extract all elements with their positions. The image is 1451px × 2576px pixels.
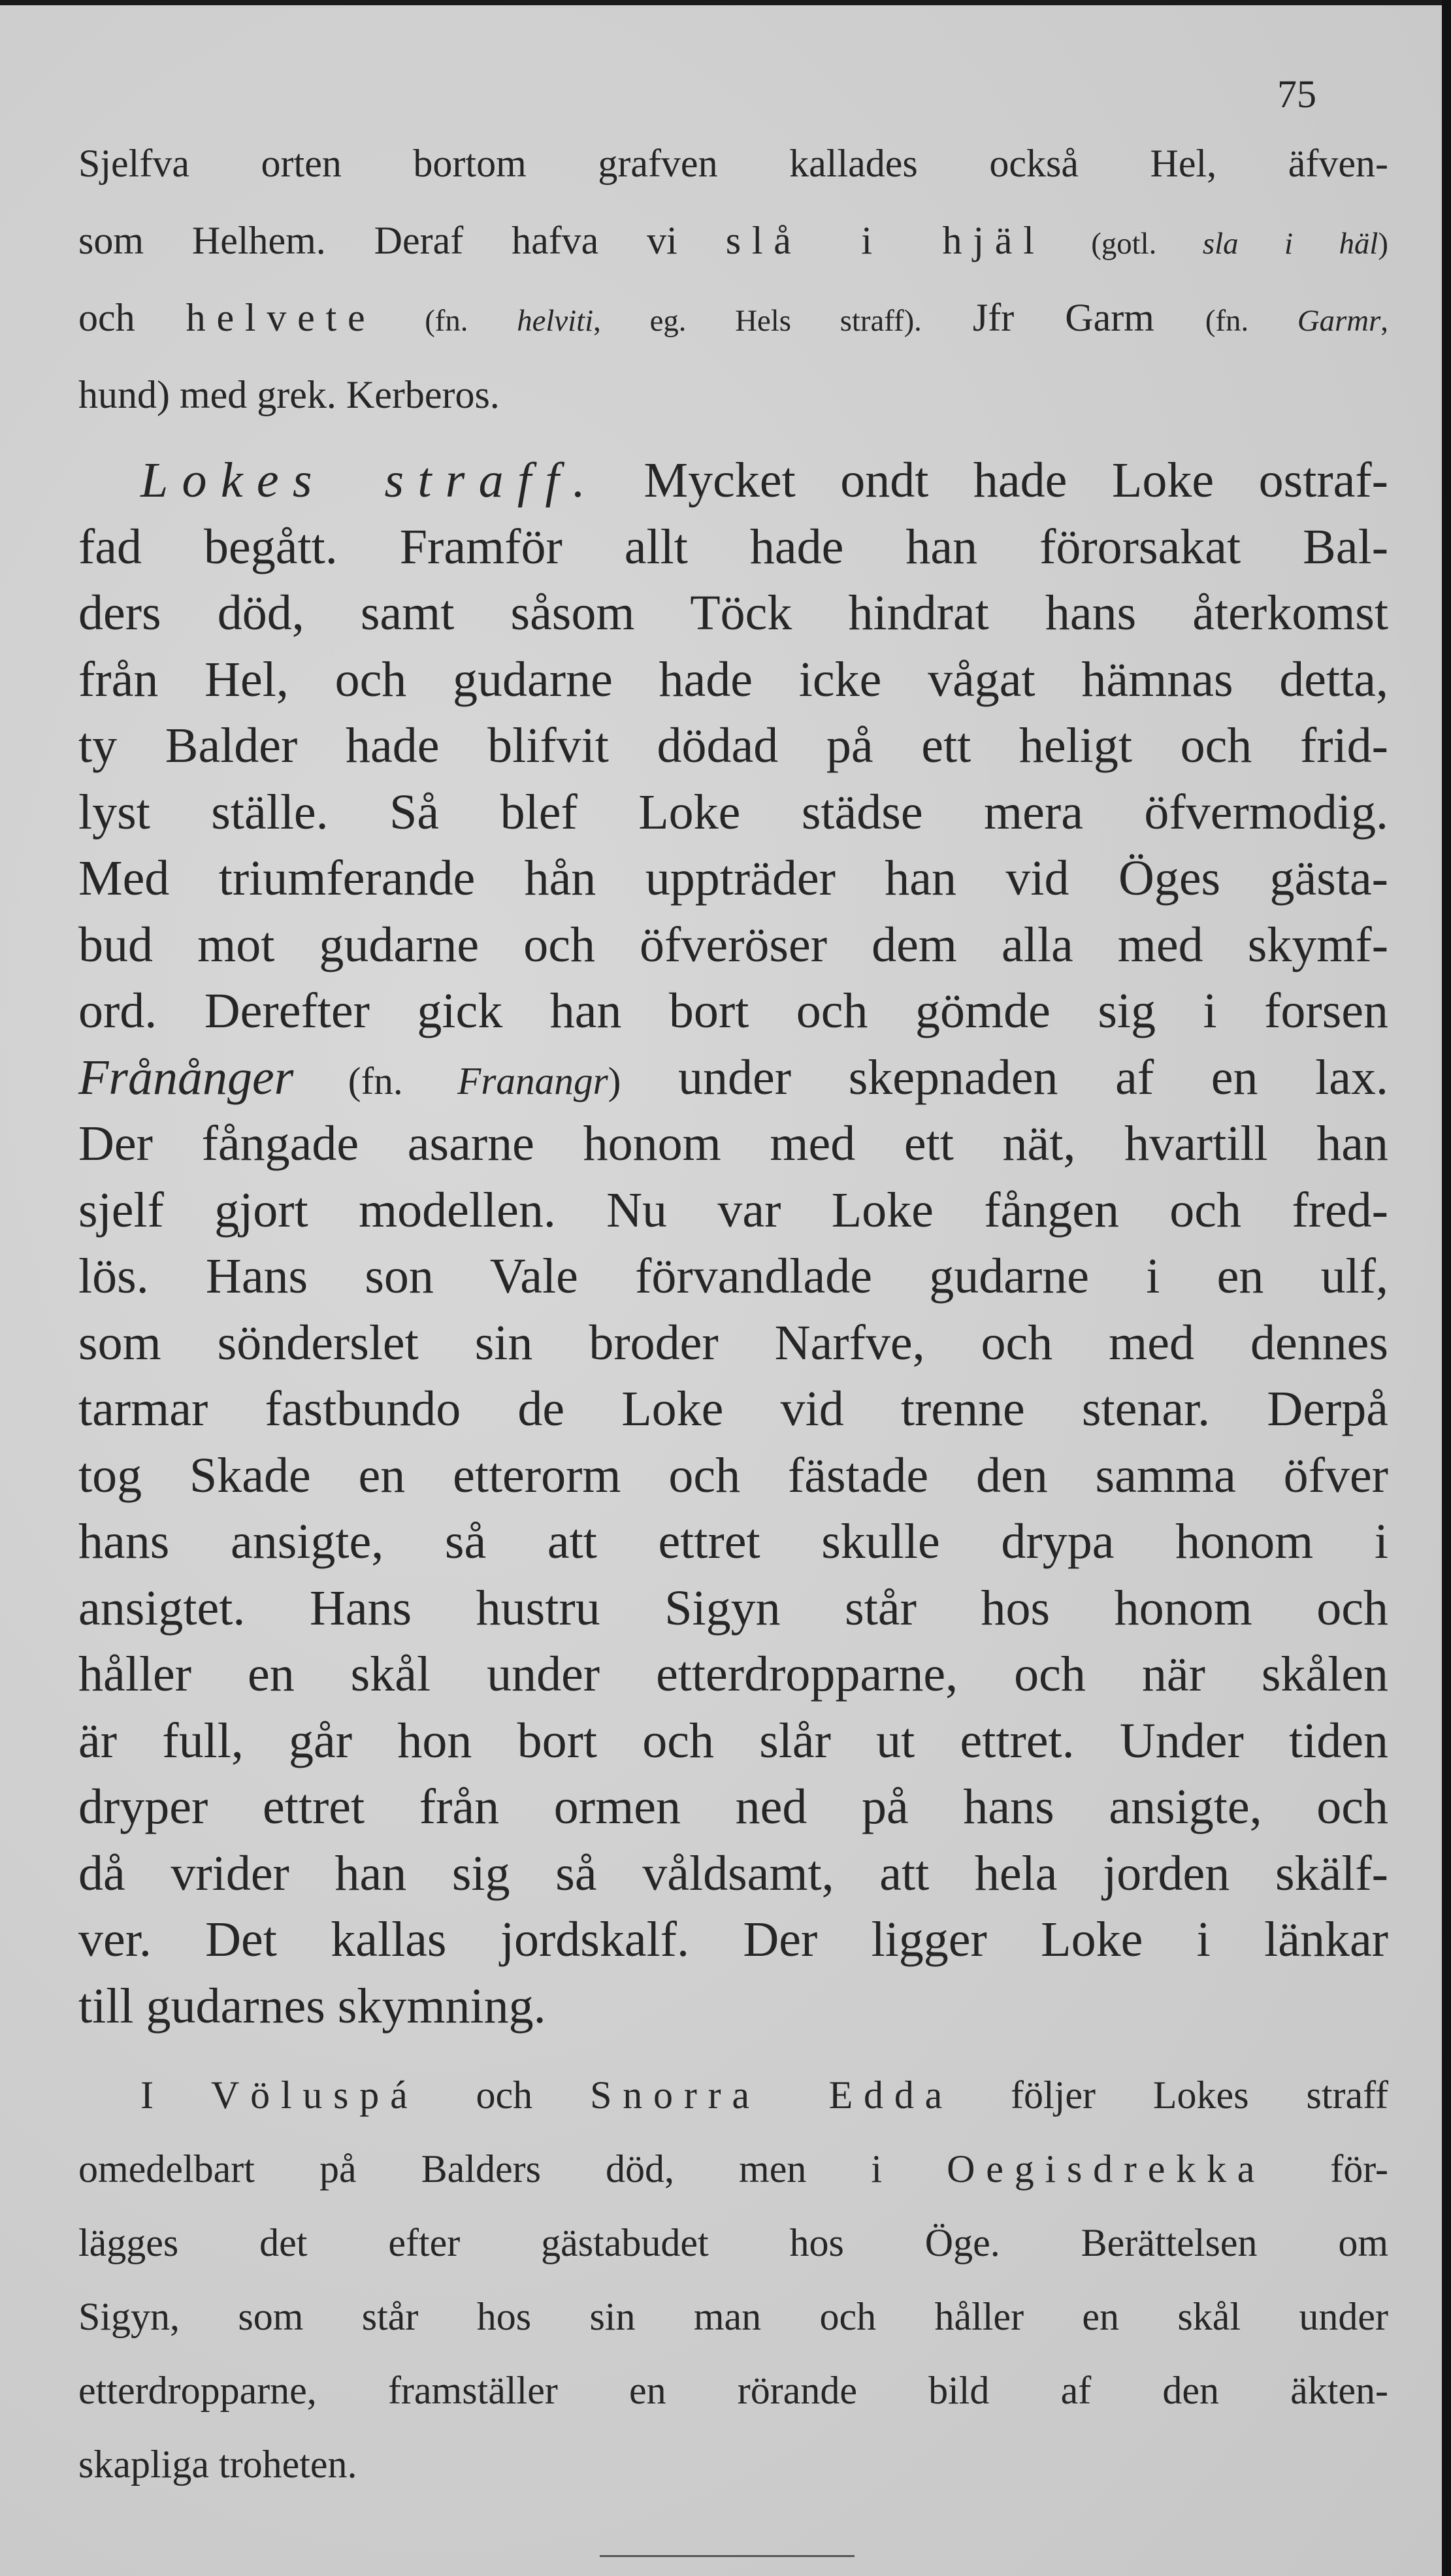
- text-segment: tarmar fastbundo de Loke vid trenne stenar. Derpå: [78, 1381, 1388, 1436]
- text-segment: ver. Det kallas jordskalf. Der ligger Loke i länkar: [78, 1912, 1388, 1967]
- text-line: [78, 584, 1388, 642]
- text-segment: (fn.: [1205, 304, 1297, 338]
- text-segment: och: [78, 296, 186, 339]
- text-line: [78, 1777, 1388, 1836]
- text-line: [78, 2293, 1388, 2340]
- text-segment: fad begått. Framför allt hade han förorsakat Bal-: [78, 519, 1388, 574]
- text-line: [78, 1977, 1388, 2036]
- text-segment: Frånånger: [78, 1049, 294, 1105]
- text-line: [78, 783, 1388, 842]
- text-segment: hund) med grek. Kerberos.: [78, 373, 500, 416]
- text-segment: tog Skade en etterorm och fästade den samma öfver: [78, 1447, 1388, 1503]
- text-segment: bud mot gudarne och öfveröser dem alla med skymf-: [78, 917, 1388, 972]
- text-segment: Sjelfva orten bortom grafven kallades också Hel, äfven-: [78, 142, 1388, 185]
- text-segment: Snorra Edda: [590, 2073, 954, 2117]
- text-segment: och: [418, 2073, 591, 2117]
- text-line: [78, 716, 1388, 775]
- text-line: [140, 451, 1388, 510]
- text-segment: , eg. Hels straff).: [593, 304, 922, 338]
- text-segment: lyst ställe. Så blef Loke städse mera öfvermodig.: [78, 784, 1388, 840]
- text-segment: ): [1378, 227, 1389, 261]
- scan-edge-top: [0, 0, 1451, 5]
- text-line: [78, 1711, 1388, 1770]
- text-segment: (gotl.: [1045, 227, 1203, 261]
- text-line: [78, 1579, 1388, 1638]
- text-segment: lägges det efter gästabudet hos Öge. Berättelsen om: [78, 2221, 1388, 2264]
- text-segment: ord. Derefter gick han bort och gömde sig i forsen: [78, 983, 1388, 1038]
- text-line: [78, 1910, 1388, 1969]
- text-segment: helvete: [186, 296, 376, 339]
- text-segment: från Hel, och gudarne hade icke vågat hämnas detta,: [78, 652, 1388, 707]
- scan-edge-right: [1442, 0, 1451, 2576]
- text-line: [78, 294, 1388, 344]
- text-line: [78, 1645, 1388, 1704]
- text-segment: Oegisdrekka: [947, 2147, 1266, 2190]
- text-segment: (fn.: [293, 1059, 458, 1102]
- text-segment: håller en skål under etterdropparne, och när skålen: [78, 1647, 1388, 1702]
- text-segment: följer Lokes straff: [953, 2073, 1389, 2117]
- text-segment: under skepnaden af en lax.: [621, 1049, 1388, 1105]
- text-segment: ansigtet. Hans hustru Sigyn står hos honom och: [78, 1580, 1388, 1636]
- text-segment: som Helhem. Deraf hafva vi: [78, 219, 726, 262]
- text-segment: omedelbart på Balders död, men i: [78, 2147, 947, 2190]
- text-line: [78, 1379, 1388, 1438]
- text-segment: slå i hjäl: [725, 219, 1045, 262]
- text-segment: (fn.: [376, 304, 517, 338]
- text-segment: Sigyn, som står hos sin man och håller en skål under: [78, 2295, 1388, 2338]
- text-line: [78, 1512, 1388, 1571]
- text-line: [78, 1048, 1388, 1110]
- text-segment: ,: [1380, 304, 1388, 338]
- text-line: [78, 371, 1388, 418]
- text-segment: Franangr: [457, 1059, 608, 1102]
- text-line: [78, 650, 1388, 709]
- text-segment: Jfr Garm: [921, 296, 1205, 339]
- text-segment: sla i häl: [1202, 227, 1378, 261]
- text-line: [78, 2219, 1388, 2266]
- text-segment: sjelf gjort modellen. Nu var Loke fången och fred-: [78, 1182, 1388, 1238]
- text-line: [78, 1844, 1388, 1903]
- text-line: [78, 916, 1388, 974]
- text-line: [78, 1313, 1388, 1372]
- text-line: [78, 1446, 1388, 1505]
- text-line: [78, 217, 1388, 267]
- text-segment: Garmr: [1297, 304, 1381, 338]
- text-segment: till gudarnes skymning.: [78, 1978, 546, 2034]
- text-line: [78, 2145, 1388, 2192]
- text-segment: Völuspá: [210, 2073, 419, 2117]
- text-segment: Lokes straff.: [140, 453, 599, 508]
- text-segment: Der fångade asarne honom med ett nät, hvartill han: [78, 1116, 1388, 1171]
- section-divider: [600, 2555, 855, 2557]
- text-segment: då vrider han sig så våldsamt, att hela jorden skälf-: [78, 1845, 1388, 1901]
- text-line: [78, 2441, 1388, 2488]
- text-line: [78, 518, 1388, 576]
- text-segment: ty Balder hade blifvit dödad på ett heligt och frid-: [78, 718, 1388, 773]
- text-segment: ): [608, 1059, 621, 1102]
- text-line: [78, 982, 1388, 1040]
- text-segment: etterdropparne, framställer en rörande bild af den äkten-: [78, 2369, 1388, 2412]
- text-segment: är full, går hon bort och slår ut ettret. Under tiden: [78, 1713, 1388, 1768]
- text-segment: för-: [1265, 2147, 1388, 2190]
- text-segment: helviti: [517, 304, 594, 338]
- text-line: [78, 1114, 1388, 1173]
- text-segment: Mycket ondt hade Loke ostraf-: [599, 453, 1388, 508]
- page-number: 75: [1277, 73, 1316, 116]
- text-line: [78, 140, 1388, 187]
- text-line: [140, 2072, 1388, 2119]
- text-segment: som sönderslet sin broder Narfve, och med dennes: [78, 1315, 1388, 1370]
- text-segment: hans ansigte, så att ettret skulle drypa honom i: [78, 1514, 1388, 1569]
- text-segment: ders död, samt såsom Töck hindrat hans återkomst: [78, 586, 1388, 640]
- text-segment: I: [140, 2073, 211, 2117]
- text-line: [78, 1247, 1388, 1306]
- text-segment: lös. Hans son Vale förvandlade gudarne i en ulf,: [78, 1249, 1388, 1304]
- text-segment: Med triumferande hån uppträder han vid Öges gästa-: [78, 851, 1388, 906]
- text-line: [78, 2367, 1388, 2414]
- text-line: [78, 1181, 1388, 1240]
- text-line: [78, 849, 1388, 908]
- text-segment: skapliga troheten.: [78, 2443, 357, 2486]
- text-segment: dryper ettret från ormen ned på hans ansigte, och: [78, 1779, 1388, 1834]
